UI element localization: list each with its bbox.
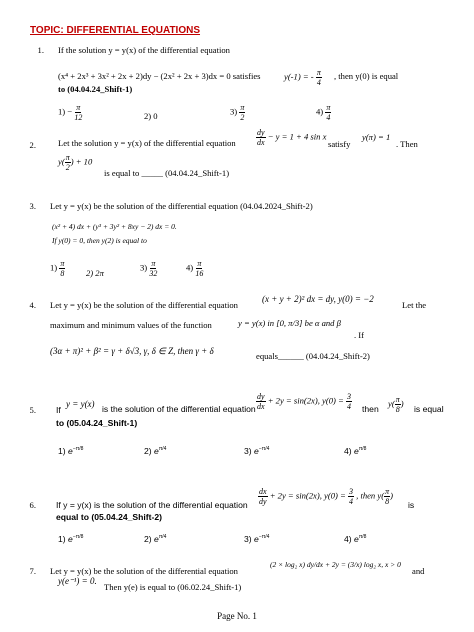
equation: (x + y + 2)² dx = dy, y(0) = −2 [262, 294, 374, 304]
question-text: is [408, 500, 415, 510]
option-4: 4) $\frac{\pi}{16}$ [186, 259, 204, 278]
question-text: Let the [402, 300, 427, 310]
condition: y(e⁻¹) = 0. [58, 576, 97, 586]
expression: y( $\frac{\pi}{2}$ ) + 10 [58, 153, 93, 172]
expression: y = y(x) [66, 399, 95, 409]
source-tag: equal to (05.04.24_Shift-2) [56, 512, 163, 522]
option-4: 4) $\frac{\pi}{4}$ [316, 103, 331, 122]
question-number: 5. [29, 405, 36, 415]
source-tag: to (05.04.24_Shift-1) [56, 418, 138, 428]
question-number: 3. [29, 201, 36, 211]
question-text: is equal to _____ (04.04.24_Shift-1) [104, 168, 230, 178]
option-1: 1) $e^{-\pi/8}$ [58, 534, 84, 544]
option-2: 2) $e^{\pi/4}$ [144, 534, 167, 544]
question-text: is the solution of the differential equation [102, 404, 256, 414]
function: y = y(x) in [0, π/3] be α and β [238, 318, 341, 328]
option-3: 3) $\frac{\pi}{2}$ [230, 103, 245, 122]
question-number: 2. [29, 140, 36, 150]
option-3: 3) $\frac{\pi}{32}$ [140, 259, 158, 278]
question-number: 4. [29, 300, 36, 310]
equation: (x² + 4) dx + (y³ + 3y² + 8xy − 2) dx = 0. [52, 222, 177, 231]
question-text: then [362, 404, 379, 414]
question-text: Let y = y(x) be the solution of the differential equation [50, 566, 238, 576]
equation: $\frac{dy}{dx}$ + 2y = sin(2x), y(0) = $\frac{3}{4}$ [257, 392, 351, 411]
question-text: is equal [414, 404, 444, 414]
question-text: . Then [396, 139, 418, 149]
question-text: . If [354, 330, 365, 340]
question-text: and [412, 566, 425, 576]
option-4: 4) $e^{\pi/8}$ [344, 446, 367, 456]
question-text: Let y = y(x) be the solution of the differential equation [50, 300, 238, 310]
equation: $\frac{dx}{dy}$ + 2y = sin(2x), y(0) = $\frac{3}{4}$ , then y( $\frac{\pi}{8}$ ) [259, 487, 393, 506]
question-text: If [56, 405, 61, 415]
question-text: equals______ (04.04.24_Shift-2) [256, 351, 370, 361]
expression: (3α + π)² + β² = γ + δ√3, γ, δ ∈ Z, then γ + δ [50, 346, 214, 356]
equation: $\frac{dy}{dx}$ − y = 1 + 4 sin x [257, 128, 327, 147]
option-3: 3) $e^{-\pi/4}$ [244, 534, 270, 544]
option-3: 3) $e^{-\pi/4}$ [244, 446, 270, 456]
expression: y( $\frac{\pi}{8}$ ) [388, 395, 404, 414]
question-text: If y = y(x) is the solution of the differential equation [56, 500, 248, 510]
option-2: 2) 0 [144, 111, 158, 121]
condition: If y(0) = 0, then y(2) is equal to [52, 236, 147, 245]
question-text: maximum and minimum values of the function [50, 320, 212, 330]
option-1: 1) − $\frac{\pi}{12}$ [58, 103, 83, 122]
option-2: 2) $e^{\pi/4}$ [144, 446, 167, 456]
option-1: 1) $e^{-\pi/8}$ [58, 446, 84, 456]
question-text: Then y(e) is equal to (06.02.24_Shift-1) [104, 582, 242, 592]
page-number: Page No. 1 [217, 611, 257, 621]
equation: (x⁴ + 2x³ + 3x² + 2x + 2)dy − (2x² + 2x + 3)dx = 0 satisfies [58, 71, 261, 81]
question-number: 1. [37, 45, 44, 55]
question-text: Let the solution y = y(x) of the differential equation [58, 138, 236, 148]
question-number: 6. [29, 500, 36, 510]
condition: y(-1) = - $\frac{\pi}{4}$ [284, 68, 321, 87]
question-text: , then y(0) is equal [334, 71, 399, 81]
option-4: 4) $e^{\pi/8}$ [344, 534, 367, 544]
topic-heading: TOPIC: DIFFERENTIAL EQUATIONS [30, 25, 201, 36]
condition: y(π) = 1 [362, 132, 391, 142]
equation: (2 × log₂ x) dy/dx + 2y = (3/x) log₂ x, x > 0 [270, 560, 401, 569]
question-text: satisfy [328, 139, 351, 149]
question-text: If the solution y = y(x) of the differential equation [58, 45, 230, 55]
question-number: 7. [29, 566, 36, 576]
option-2: 2) 2π [86, 268, 104, 278]
source-tag: to (04.04.24_Shift-1) [58, 84, 133, 94]
question-text: Let y = y(x) be the solution of the differential equation (04.04.2024_Shift-2) [50, 201, 313, 211]
option-1: 1) $\frac{\pi}{8}$ [50, 259, 65, 278]
